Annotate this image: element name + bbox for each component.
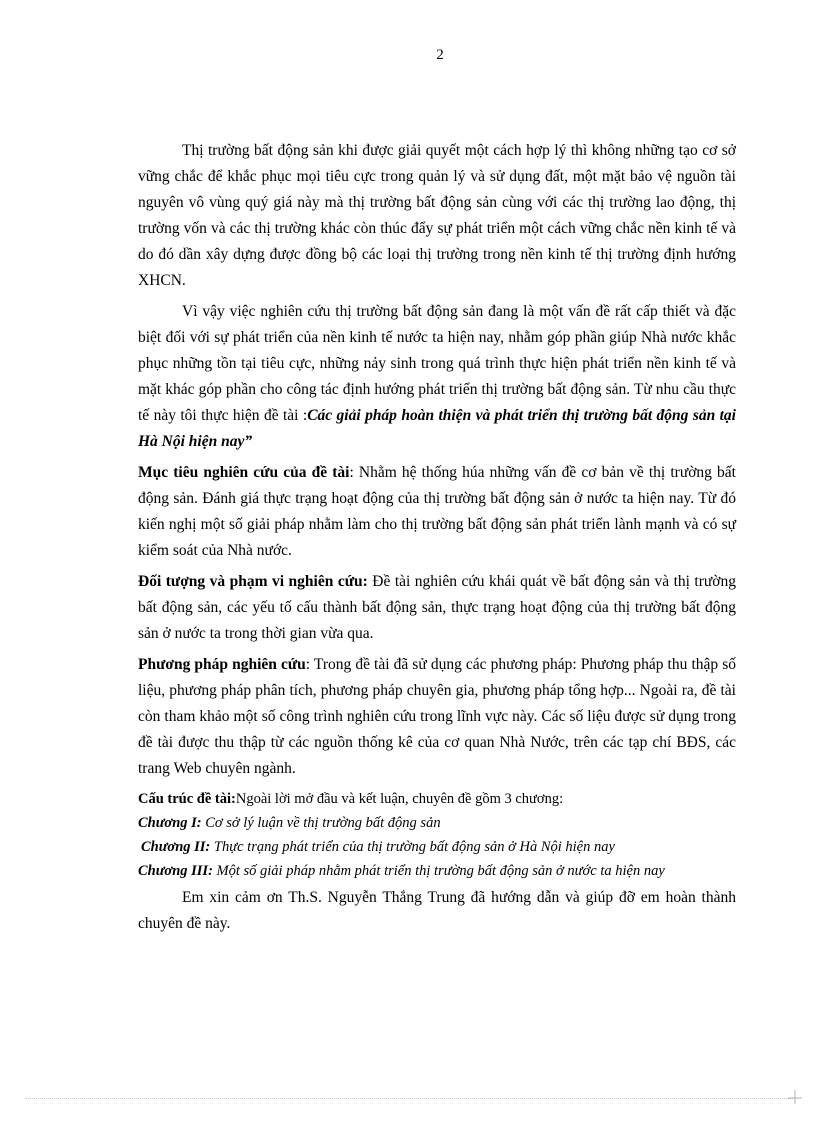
methods-label: Phương pháp nghiên cứu [138,656,306,673]
structure-label: Cấu trúc đề tài: [138,791,236,807]
objectives-label: Mục tiêu nghiên cứu của đề tài [138,464,350,481]
scope-paragraph [138,569,736,647]
chapter-2 [138,835,736,859]
intro-paragraph-1: Thị trường bất động sản khi được giải quyết một cách hợp lý thì không những tạo cơ sở vững chắc để khắc phục mọi tiêu cực trong quản lý và sử dụng đất, một mặt bảo vệ nguồn tài nguyên vô vùng quý giá này mà thị trường bất động sản cùng với các thị trường lao động, thị trường vốn và các thị trường khác còn thúc đẩy sự phát triển một cách vững chắc nền kinh tế và do đó dần xây dựng được đồng bộ các loại thị trường trong nền kinh tế thị trường định hướng XHCN. [138,142,736,289]
chapter-2-label: Chương II: [141,839,211,855]
structure-section [138,787,736,883]
topic-title: Các giải pháp hoàn thiện và phát triển thị trường bất động sản tại Hà Nội hiện nay” [138,407,736,450]
objectives-text: : Nhằm hệ thống húa những vấn đề cơ bản về thị trường bất động sản. Đánh giá thực trạng hoạt động của thị trường bất động sản ở nước ta hiện nay. Từ đó kiến nghị một số giải pháp nhằm làm cho thị trường bất động sản phát triển lành mạnh và có sự kiểm soát của Nhà nước. [138,464,736,559]
methods-text: : Trong đề tài đã sử dụng các phương pháp: Phương pháp thu thập số liệu, phương pháp phân tích, phương pháp chuyên gia, phương pháp tổng hợp... Ngoài ra, đề tài còn tham khảo một số công trình nghiên cứu trong lĩnh vực này. Các số liệu được sử dụng trong đề tài được thu thập từ các nguồn thống kê của cơ quan Nhà Nước, trên các tạp chí BĐS, các trang Web chuyên ngành. [138,656,736,777]
chapter-1-label: Chương I: [138,815,202,831]
acknowledgement-paragraph: Em xin cảm ơn Th.S. Nguyễn Thắng Trung đã hướng dẫn và giúp đỡ em hoàn thành chuyên đề này. [138,889,736,932]
chapter-2-title: Thực trạng phát triển của thị trường bất động sản ở Hà Nội hiện nay [210,839,615,855]
objectives-paragraph [138,460,736,564]
intro-paragraph-2 [138,299,736,455]
methods-paragraph [138,652,736,782]
chapter-1 [138,811,736,835]
document-body [138,138,736,942]
page-number: 2 [436,47,444,63]
scope-text: Đề tài nghiên cứu khái quát về bất động sản và thị trường bất động sản, các yếu tố cấu thành bất động sản, thực trạng hoạt động của thị trường bất động sản ở nước ta trong thời gian vừa qua. [138,573,736,642]
chapter-3-title: Một số giải pháp nhằm phát triển thị trường bất động sản ở nước ta hiện nay [212,863,665,879]
scope-label: Đối tượng và phạm vi nghiên cứu: [138,573,368,590]
structure-text: Ngoài lời mở đầu và kết luận, chuyên đề gồm 3 chương: [235,791,564,807]
page-corner-mark [788,1090,802,1104]
chapter-1-title: Cơ sở lý luận về thị trường bất động sản [201,815,441,831]
structure-intro [138,787,736,811]
chapter-3 [138,859,736,883]
footer-divider [25,1098,793,1099]
intro-paragraph-2-text: Vì vậy việc nghiên cứu thị trường bất động sản đang là một vấn đề rất cấp thiết và đặc biệt đối với sự phát triển của nền kinh tế nước ta hiện nay, nhằm góp phần giúp Nhà nước khắc phục những tồn tại tiêu cực, những nảy sinh trong quá trình thực hiện phát triển nền kinh tế và mặt khác góp phần cho công tác định hướng phát triển thị trường bất động sản. Từ nhu cầu thực tế này tôi thực hiện đề tài : [138,303,736,424]
chapter-3-label: Chương III: [138,863,213,879]
